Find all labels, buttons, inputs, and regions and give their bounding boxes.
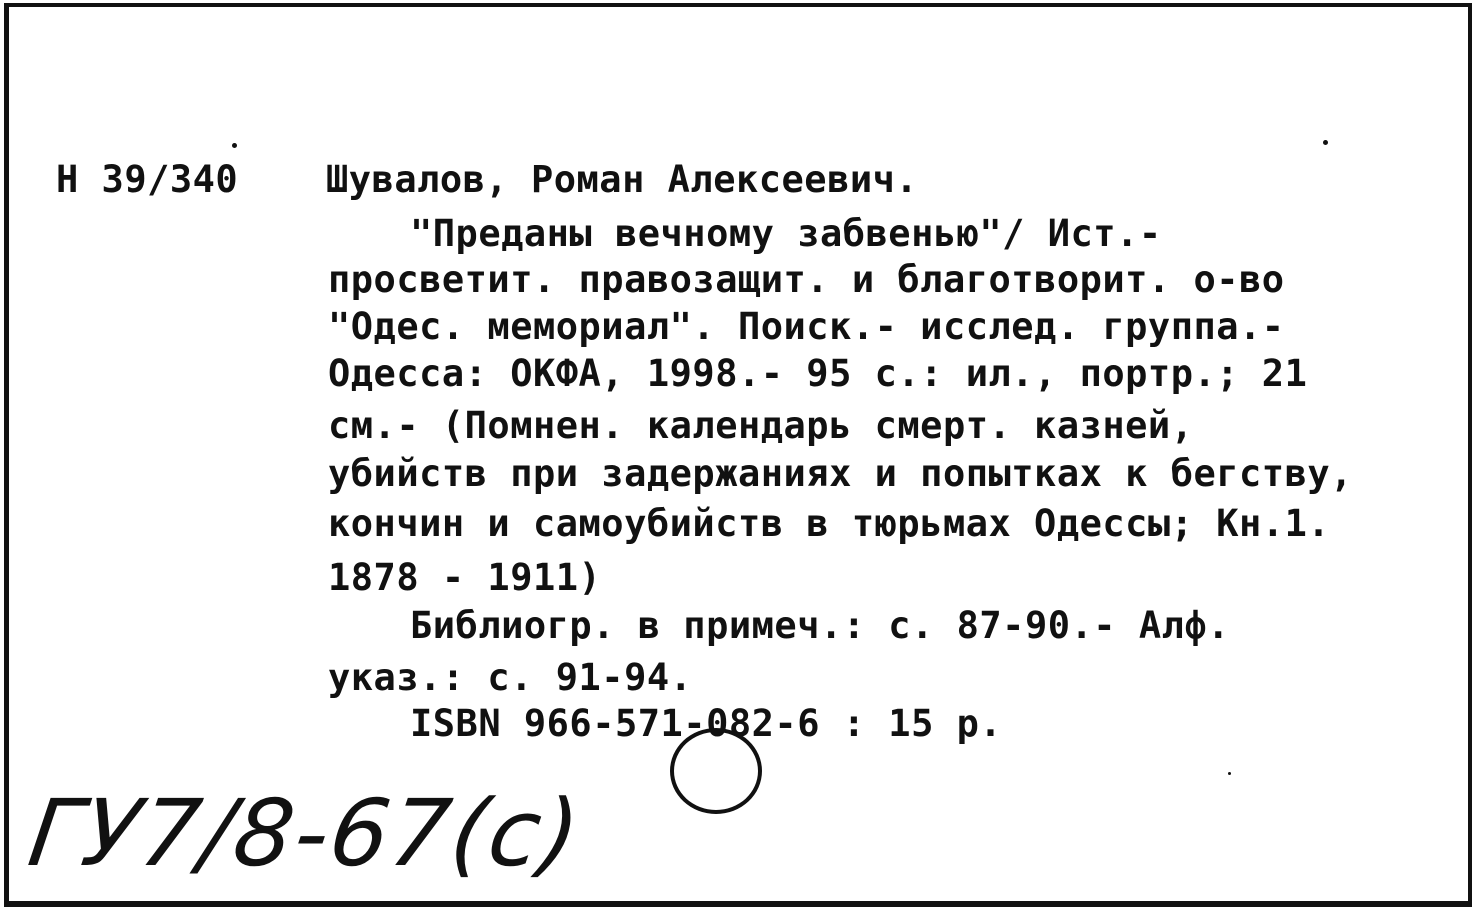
index-note: указ.: с. 91-94. bbox=[328, 656, 693, 699]
bibliography-note: Библиогр. в примеч.: с. 87-90.- Алф. bbox=[410, 604, 1230, 647]
card-text-line: просветит. правозащит. и благотворит. о-во bbox=[328, 258, 1285, 301]
card-text-line: кончин и самоубийств в тюрьмах Одессы; Кн.1. bbox=[328, 502, 1331, 545]
punch-hole bbox=[670, 728, 762, 814]
card-text-line: убийств при задержаниях и попытках к бегству, bbox=[328, 452, 1353, 495]
author-line: Шувалов, Роман Алексеевич. bbox=[326, 158, 919, 201]
speck bbox=[1323, 140, 1328, 145]
handwritten-code: ГУ7/8-67(с) bbox=[22, 780, 588, 887]
speck bbox=[232, 143, 237, 148]
speck bbox=[1228, 772, 1231, 775]
card-text-line: Одесса: ОКФА, 1998.- 95 с.: ил., портр.; 21 bbox=[328, 352, 1308, 395]
card-text-line: "Одес. мемориал". Поиск.- исслед. группа.- bbox=[328, 305, 1285, 348]
card-text-line: см.- (Помнен. календарь смерт. казней, bbox=[328, 404, 1194, 447]
title-line: "Преданы вечному забвенью"/ Ист.- bbox=[410, 212, 1162, 255]
card-text-line: 1878 - 1911) bbox=[328, 556, 602, 599]
isbn-line: ISBN 966-571-082-6 : 15 р. bbox=[410, 702, 1003, 745]
shelf-mark: Н 39/340 bbox=[56, 158, 239, 201]
